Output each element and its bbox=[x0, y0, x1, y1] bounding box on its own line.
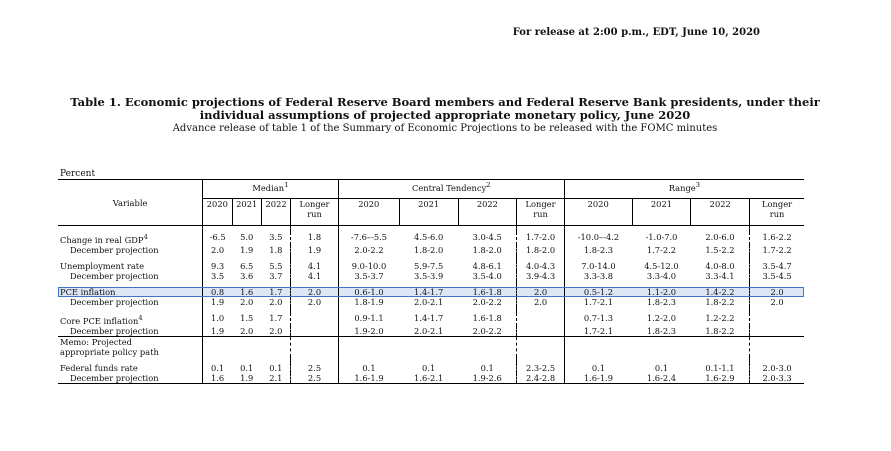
central-tendency-value: 4.5-6.0 bbox=[414, 232, 444, 242]
range-value: 1.7-2.1 bbox=[564, 297, 632, 307]
median-value: 1.9 bbox=[240, 372, 254, 383]
median-value: 1.6 bbox=[232, 287, 261, 297]
median-value: 0.1 bbox=[269, 362, 283, 373]
row-label: December projection bbox=[70, 372, 159, 383]
range-value: 3.3-4.0 bbox=[646, 270, 677, 281]
range-value: 1.6-2.9 bbox=[705, 372, 735, 383]
median-value: 2.0 bbox=[203, 245, 232, 255]
row-label: December projection bbox=[70, 244, 159, 255]
central-tendency-value: 1.4-1.7 bbox=[399, 287, 458, 297]
memo-line-2: appropriate policy path bbox=[60, 346, 159, 357]
central-tendency-value: 0.1 bbox=[422, 362, 436, 373]
central-tendency-value: 3.5-3.9 bbox=[414, 270, 444, 281]
median-value: 1.9 bbox=[203, 297, 232, 307]
median-value: 5.5 bbox=[269, 260, 283, 271]
range-value: 0.1 bbox=[564, 363, 632, 373]
range-value: 0.1-1.1 bbox=[705, 362, 735, 373]
range-longer-run-value: 2.0 bbox=[750, 297, 804, 307]
year-header: 2022 bbox=[691, 199, 750, 226]
median-longer-run-value: 1.9 bbox=[291, 245, 338, 255]
median-value: 0.8 bbox=[203, 287, 232, 297]
central-tendency-value: 1.6-2.1 bbox=[414, 372, 444, 383]
central-tendency-value: 0.6-1.0 bbox=[338, 287, 399, 297]
median-value: 6.5 bbox=[240, 260, 254, 271]
row-label-text: Change in real GDP bbox=[60, 234, 144, 245]
median-longer-run-value: 2.0 bbox=[291, 287, 338, 297]
range-value: 1.8-2.3 bbox=[646, 325, 677, 336]
central-tendency-longer-run-value: 2.3-2.5 bbox=[517, 363, 565, 373]
year-header: 2021 bbox=[399, 199, 458, 226]
median-value: 0.1 bbox=[240, 362, 254, 373]
range-longer-run-value: 1.6-2.2 bbox=[750, 232, 804, 245]
range-value: 1.4-2.2 bbox=[691, 287, 750, 297]
range-value: 1.1-2.0 bbox=[632, 287, 691, 297]
median-longer-run-value: 2.0 bbox=[291, 297, 338, 307]
central-tendency-value: 4.8-6.1 bbox=[472, 260, 502, 271]
range-value: 1.8-2.2 bbox=[705, 296, 735, 307]
median-value: 1.5 bbox=[240, 312, 254, 323]
range-longer-run-value: 2.0 bbox=[750, 287, 804, 297]
range-longer-run-value: 3.5-4.7 bbox=[750, 261, 804, 271]
central-tendency-value: 2.0-2.2 bbox=[472, 325, 502, 336]
central-tendency-value: 3.0-4.5 bbox=[472, 232, 502, 242]
central-tendency-longer-run-value: 1.8-2.0 bbox=[517, 245, 565, 255]
central-tendency-longer-run-value bbox=[517, 326, 565, 337]
variable-header: Variable bbox=[58, 180, 203, 226]
range-header-text: Range bbox=[668, 182, 696, 193]
median-footnote: 1 bbox=[284, 181, 289, 189]
median-value: 1.6 bbox=[203, 373, 232, 384]
group-header-row bbox=[58, 180, 804, 199]
central-tendency-value: 0.1 bbox=[338, 363, 399, 373]
row-footnote: 4 bbox=[138, 313, 143, 322]
median-value: 3.5 bbox=[269, 232, 283, 242]
year-header: 2022 bbox=[458, 199, 517, 226]
title-line-2: individual assumptions of projected appropriate monetary policy, June 2020 bbox=[199, 108, 691, 122]
table-row bbox=[58, 326, 804, 337]
median-longer-run-value: 2.5 bbox=[291, 363, 338, 373]
central-tendency-value: -7.6–-5.5 bbox=[338, 232, 399, 245]
central-tendency-value: 5.9-7.5 bbox=[414, 260, 444, 271]
table-row bbox=[58, 261, 804, 271]
range-value: 1.7-2.2 bbox=[646, 244, 677, 255]
table-row bbox=[58, 232, 804, 245]
memo-row bbox=[58, 336, 804, 357]
central-tendency-value: 1.6-1.9 bbox=[338, 373, 399, 384]
median-value: 1.8 bbox=[269, 244, 283, 255]
median-value: 3.7 bbox=[269, 270, 283, 281]
release-line: For release at 2:00 p.m., EDT, June 10, 2020 bbox=[512, 27, 760, 38]
table-row bbox=[58, 297, 804, 307]
median-longer-run-value: 2.5 bbox=[291, 373, 338, 384]
median-value: 0.1 bbox=[203, 363, 232, 373]
median-value: 2.0 bbox=[240, 296, 254, 307]
range-value: 4.0-8.0 bbox=[705, 260, 735, 271]
title-line-3: Advance release of table 1 of the Summary of Economic Projections to be released with the FOMC minutes bbox=[172, 123, 718, 134]
row-label: PCE inflation bbox=[58, 287, 203, 297]
range-value: -10.0–-4.2 bbox=[564, 232, 632, 245]
range-value: 0.7-1.3 bbox=[564, 313, 632, 326]
central-tendency-value: 0.9-1.1 bbox=[338, 313, 399, 326]
range-value: 1.7-2.1 bbox=[564, 326, 632, 337]
row-label: Federal funds rate bbox=[60, 362, 138, 373]
range-longer-run-value bbox=[750, 326, 804, 337]
range-value: 4.5-12.0 bbox=[644, 260, 679, 271]
title-line-1: Table 1. Economic projections of Federal Reserve Board members and Federal Reserve Bank presidents, under their bbox=[70, 95, 820, 109]
median-value: 1.7 bbox=[261, 287, 290, 297]
longer-run-header bbox=[517, 199, 565, 226]
range-value: -1.0-7.0 bbox=[645, 232, 678, 242]
median-value: 1.0 bbox=[203, 313, 232, 326]
range-value: 1.8-2.2 bbox=[705, 325, 735, 336]
central-tendency-longer-run-value bbox=[517, 313, 565, 326]
range-footnote: 3 bbox=[695, 181, 701, 189]
longer-run-header bbox=[750, 199, 804, 226]
row-footnote: 4 bbox=[143, 233, 148, 241]
median-value: 1.9 bbox=[240, 244, 254, 255]
range-longer-run-value: 2.0-3.3 bbox=[750, 373, 804, 384]
central-tendency-value: 9.0-10.0 bbox=[338, 261, 399, 271]
central-tendency-longer-run-value: 4.0-4.3 bbox=[517, 261, 565, 271]
median-value: -6.5 bbox=[203, 232, 232, 245]
run-text: run bbox=[769, 209, 785, 219]
year-header: 2020 bbox=[203, 199, 232, 226]
year-header: 2021 bbox=[632, 199, 691, 226]
percent-label: Percent bbox=[60, 169, 96, 179]
central-tendency-value: 2.0-2.2 bbox=[338, 245, 399, 255]
range-value: 1.8-2.3 bbox=[564, 245, 632, 255]
table-row bbox=[58, 373, 804, 384]
central-tendency-value: 2.0-2.1 bbox=[414, 325, 444, 336]
median-value: 5.0 bbox=[240, 232, 254, 242]
longer-run-header bbox=[291, 199, 338, 226]
projections-table bbox=[58, 179, 804, 384]
range-value: 1.6-1.9 bbox=[564, 373, 632, 384]
central-tendency-value: 3.5-3.7 bbox=[338, 271, 399, 281]
row-label bbox=[58, 313, 203, 326]
run-text: run bbox=[307, 209, 322, 219]
median-longer-run-value bbox=[291, 313, 338, 326]
median-value: 3.6 bbox=[240, 270, 254, 281]
table-row bbox=[58, 363, 804, 373]
range-value: 1.2-2.0 bbox=[646, 312, 677, 323]
central-tendency-value: 1.8-1.9 bbox=[338, 297, 399, 307]
row-label: December projection bbox=[70, 270, 159, 281]
median-longer-run-value: 1.8 bbox=[291, 232, 338, 245]
central-header bbox=[338, 180, 564, 199]
median-value: 1.7 bbox=[269, 312, 283, 323]
range-longer-run-value bbox=[750, 313, 804, 326]
range-value: 1.8-2.3 bbox=[646, 296, 677, 307]
range-value: 3.3-3.8 bbox=[564, 271, 632, 281]
central-tendency-value: 1.8-2.0 bbox=[414, 244, 444, 255]
central-tendency-value: 0.1 bbox=[480, 362, 494, 373]
range-value: 2.0-6.0 bbox=[705, 232, 735, 242]
range-longer-run-value: 3.5-4.5 bbox=[750, 271, 804, 281]
central-tendency-value: 1.8-2.0 bbox=[472, 244, 502, 255]
median-value: 2.0 bbox=[269, 296, 283, 307]
central-tendency-value: 1.9-2.6 bbox=[472, 372, 502, 383]
range-header bbox=[564, 180, 804, 199]
range-value: 0.5-1.2 bbox=[564, 287, 632, 297]
central-tendency-longer-run-value: 2.0 bbox=[517, 297, 565, 307]
central-tendency-value: 1.4-1.7 bbox=[414, 312, 444, 323]
range-value: 3.3-4.1 bbox=[705, 270, 735, 281]
year-header: 2022 bbox=[261, 199, 290, 226]
median-value: 2.0 bbox=[269, 325, 283, 336]
longer-text: Longer bbox=[762, 199, 793, 209]
year-header: 2020 bbox=[338, 199, 399, 226]
memo-line-1: Memo: Projected bbox=[60, 336, 132, 347]
table-row bbox=[58, 313, 804, 326]
row-label: December projection bbox=[70, 325, 159, 336]
range-value: 1.2-2.2 bbox=[705, 312, 735, 323]
central-tendency-longer-run-value: 3.9-4.3 bbox=[517, 271, 565, 281]
range-longer-run-value: 1.7-2.2 bbox=[750, 245, 804, 255]
central-tendency-longer-run-value: 2.4-2.8 bbox=[517, 373, 565, 384]
year-header: 2021 bbox=[232, 199, 261, 226]
central-tendency-value: 2.0-2.2 bbox=[472, 296, 502, 307]
median-value: 2.0 bbox=[240, 325, 254, 336]
median-value: 9.3 bbox=[203, 261, 232, 271]
longer-text: Longer bbox=[525, 199, 556, 209]
run-text: run bbox=[533, 209, 548, 219]
row-label: December projection bbox=[70, 296, 159, 307]
central-tendency-value: 3.5-4.0 bbox=[472, 270, 502, 281]
central-tendency-longer-run-value: 2.0 bbox=[517, 287, 565, 297]
median-value: 3.5 bbox=[203, 271, 232, 281]
row-label bbox=[58, 232, 203, 245]
central-header-text: Central Tendency bbox=[411, 182, 487, 193]
central-tendency-value: 1.6-1.8 bbox=[458, 287, 517, 297]
median-header bbox=[203, 180, 339, 199]
central-tendency-longer-run-value: 1.7-2.0 bbox=[517, 232, 565, 245]
year-header: 2020 bbox=[564, 199, 632, 226]
range-value: 0.1 bbox=[654, 362, 669, 373]
central-tendency-value: 2.0-2.1 bbox=[414, 296, 444, 307]
table-title bbox=[40, 96, 850, 135]
central-footnote: 2 bbox=[486, 181, 491, 189]
longer-text: Longer bbox=[299, 199, 330, 209]
range-value: 1.6-2.4 bbox=[646, 372, 677, 383]
median-value: 2.1 bbox=[269, 372, 283, 383]
median-value: 1.9 bbox=[203, 326, 232, 337]
range-longer-run-value: 2.0-3.0 bbox=[750, 363, 804, 373]
memo-label bbox=[58, 336, 203, 357]
median-longer-run-value bbox=[291, 326, 338, 337]
range-value: 1.5-2.2 bbox=[705, 244, 735, 255]
median-longer-run-value: 4.1 bbox=[291, 261, 338, 271]
range-value: 7.0-14.0 bbox=[564, 261, 632, 271]
central-tendency-value: 1.6-1.8 bbox=[472, 312, 502, 323]
row-label: Unemployment rate bbox=[60, 260, 145, 271]
table-row bbox=[58, 245, 804, 255]
table-row bbox=[58, 271, 804, 281]
median-header-text: Median bbox=[252, 182, 285, 193]
row-label-text: Core PCE inflation bbox=[60, 315, 139, 326]
median-longer-run-value: 4.1 bbox=[291, 271, 338, 281]
central-tendency-value: 1.9-2.0 bbox=[338, 326, 399, 337]
table-row-highlighted[interactable] bbox=[58, 287, 804, 297]
